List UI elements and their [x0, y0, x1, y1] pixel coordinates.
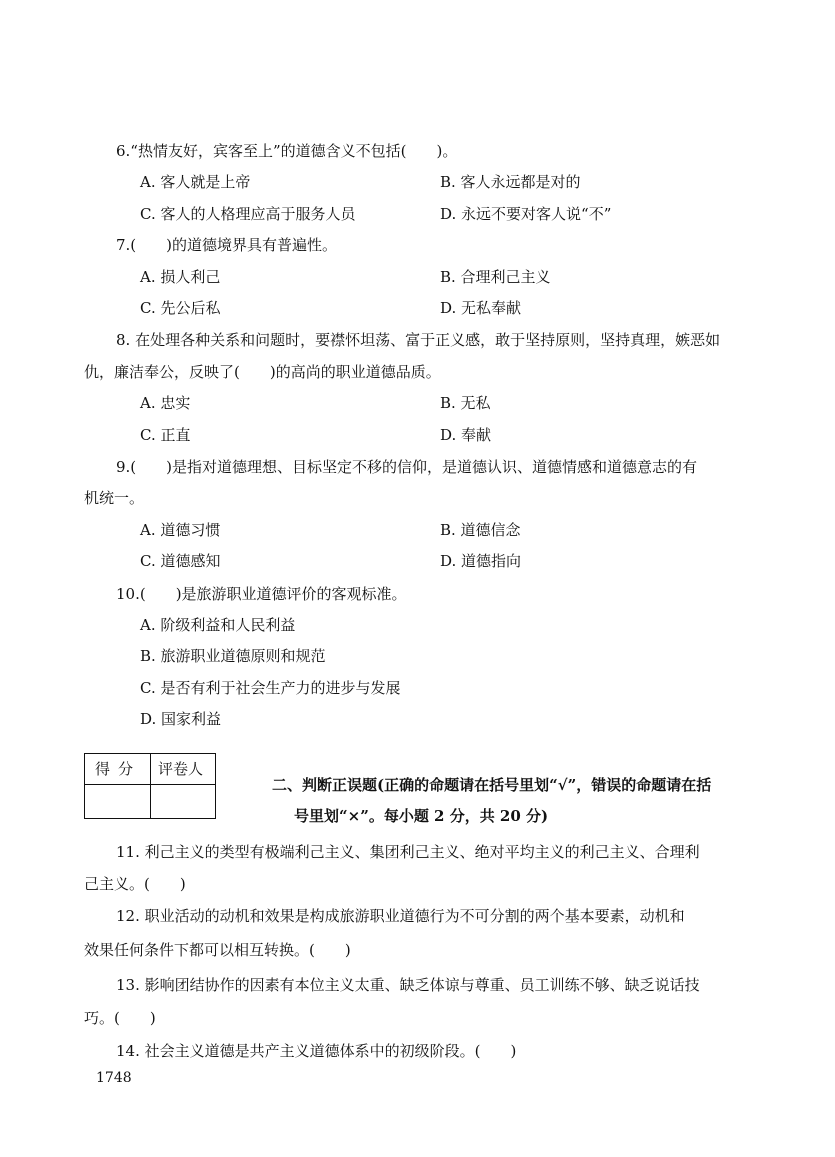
- question-13-line-2: 巧。( ): [84, 1009, 156, 1027]
- question-8-option-c: C. 正直: [140, 426, 191, 444]
- question-8-stem-line-1: 8. 在处理各种关系和问题时，要襟怀坦荡、富于正义感，敢于坚持原则，坚持真理，嫉恶如: [116, 331, 721, 349]
- question-10-option-d: D. 国家利益: [140, 710, 222, 728]
- question-9-option-b: B. 道德信念: [440, 521, 521, 539]
- question-8-stem-line-2: 仇，廉洁奉公，反映了( )的高尚的职业道德品质。: [84, 363, 441, 381]
- score-label: 得分: [95, 760, 142, 778]
- question-7-option-a: A. 损人利己: [140, 268, 221, 286]
- question-6-option-b: B. 客人永远都是对的: [440, 173, 581, 191]
- score-table-divider-vertical: [150, 754, 151, 818]
- page-number: 1748: [96, 1070, 132, 1086]
- question-9-stem-line-2: 机统一。: [84, 489, 145, 507]
- question-7-option-b: B. 合理利己主义: [440, 268, 551, 286]
- question-9-option-c: C. 道德感知: [140, 552, 221, 570]
- question-7-option-d: D. 无私奉献: [440, 299, 522, 317]
- question-12-line-1: 12. 职业活动的动机和效果是构成旅游职业道德行为不可分割的两个基本要素，动机和: [116, 907, 685, 925]
- question-14-line-1: 14. 社会主义道德是共产主义道德体系中的初级阶段。( ): [116, 1042, 517, 1060]
- question-6-option-a: A. 客人就是上帝: [140, 173, 251, 191]
- section-2-title-line-1: 二、判断正误题(正确的命题请在括号里划“√”，错误的命题请在括: [272, 776, 712, 794]
- grader-label: 评卷人: [158, 760, 204, 778]
- question-10-option-b: B. 旅游职业道德原则和规范: [140, 647, 326, 665]
- question-6-option-d: D. 永远不要对客人说“不”: [440, 205, 612, 223]
- question-8-option-b: B. 无私: [440, 394, 491, 412]
- question-12-line-2: 效果任何条件下都可以相互转换。( ): [84, 941, 351, 959]
- question-8-option-a: A. 忠实: [140, 394, 191, 412]
- question-6-stem: 6.“热情友好，宾客至上”的道德含义不包括( )。: [116, 142, 458, 160]
- question-9-option-a: A. 道德习惯: [140, 521, 221, 539]
- question-10-option-a: A. 阶级利益和人民利益: [140, 616, 296, 634]
- question-10-option-c: C. 是否有利于社会生产力的进步与发展: [140, 679, 401, 697]
- score-table: [84, 753, 216, 819]
- question-9-stem-line-1: 9.( )是指对道德理想、目标坚定不移的信仰，是道德认识、道德情感和道德意志的有: [116, 458, 698, 476]
- question-7-option-c: C. 先公后私: [140, 299, 221, 317]
- question-10-stem: 10.( )是旅游职业道德评价的客观标准。: [116, 585, 407, 603]
- question-8-option-d: D. 奉献: [440, 426, 492, 444]
- question-6-option-c: C. 客人的人格理应高于服务人员: [140, 205, 356, 223]
- question-7-stem: 7.( )的道德境界具有普遍性。: [116, 236, 338, 254]
- question-11-line-1: 11. 利己主义的类型有极端利己主义、集团利己主义、绝对平均主义的利己主义、合理利: [116, 843, 700, 861]
- question-13-line-1: 13. 影响团结协作的因素有本位主义太重、缺乏体谅与尊重、员工训练不够、缺乏说话技: [116, 976, 700, 994]
- question-11-line-2: 己主义。( ): [84, 875, 186, 893]
- question-9-option-d: D. 道德指向: [440, 552, 522, 570]
- section-2-title-line-2: 号里划“×”。每小题 2 分，共 20 分): [294, 807, 549, 825]
